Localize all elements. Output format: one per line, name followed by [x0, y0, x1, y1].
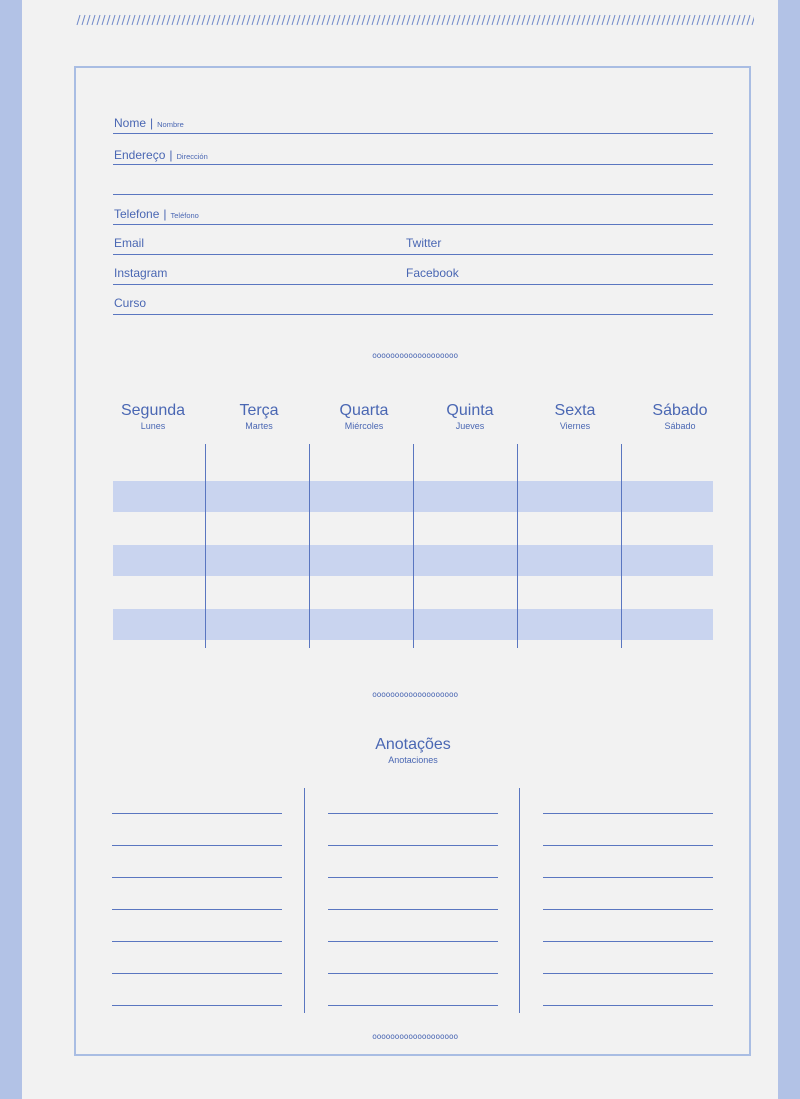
notes-column-divider: [304, 788, 305, 1013]
day-header-quinta: Quinta Jueves: [446, 402, 494, 431]
instagram-label: Instagram: [114, 266, 168, 280]
nome-label: Nome | Nombre: [114, 116, 184, 130]
note-line[interactable]: [112, 973, 282, 974]
day-header-sabado: Sábado Sábado: [652, 402, 708, 431]
dot-divider-top: ooooooooooooooooooo: [372, 351, 458, 360]
telefone-field-line[interactable]: [113, 224, 713, 225]
note-line[interactable]: [543, 1005, 713, 1006]
schedule-column-divider: [205, 444, 206, 648]
note-line[interactable]: [328, 813, 498, 814]
note-line[interactable]: [328, 1005, 498, 1006]
note-line[interactable]: [328, 941, 498, 942]
right-side-band: [778, 0, 800, 1099]
note-line[interactable]: [543, 813, 713, 814]
note-line[interactable]: [543, 877, 713, 878]
schedule-column-divider: [621, 444, 622, 648]
note-line[interactable]: [543, 973, 713, 974]
day-header-quarta: Quarta Miércoles: [339, 402, 389, 431]
note-line[interactable]: [543, 909, 713, 910]
note-line[interactable]: [112, 1005, 282, 1006]
curso-label: Curso: [114, 296, 147, 310]
facebook-label: Facebook: [406, 266, 459, 280]
day-header-terca: Terça Martes: [239, 402, 279, 431]
note-line[interactable]: [543, 941, 713, 942]
telefone-label: Telefone | Teléfono: [114, 207, 199, 221]
curso-field-line[interactable]: [113, 314, 713, 315]
notes-title: Anotações Anotaciones: [375, 736, 451, 765]
note-line[interactable]: [328, 909, 498, 910]
day-header-segunda: Segunda Lunes: [120, 402, 186, 431]
note-line[interactable]: [112, 909, 282, 910]
endereco-field-line-2[interactable]: [113, 194, 713, 195]
twitter-label: Twitter: [406, 236, 442, 250]
note-line[interactable]: [112, 877, 282, 878]
note-line[interactable]: [543, 845, 713, 846]
note-line[interactable]: [328, 973, 498, 974]
email-twitter-field-line[interactable]: [113, 254, 713, 255]
day-header-sexta: Sexta Viernes: [554, 402, 596, 431]
notes-column-divider: [519, 788, 520, 1013]
instagram-facebook-field-line[interactable]: [113, 284, 713, 285]
schedule-column-divider: [309, 444, 310, 648]
email-label: Email: [114, 236, 145, 250]
left-side-band: [0, 0, 22, 1099]
note-line[interactable]: [112, 941, 282, 942]
note-line[interactable]: [328, 877, 498, 878]
hatch-border: [76, 14, 754, 26]
endereco-field-line[interactable]: [113, 164, 713, 165]
note-line[interactable]: [328, 845, 498, 846]
schedule-column-divider: [517, 444, 518, 648]
note-line[interactable]: [112, 845, 282, 846]
endereco-label: Endereço | Dirección: [114, 148, 208, 162]
dot-divider-bottom: ooooooooooooooooooo: [372, 1032, 458, 1041]
dot-divider-middle: ooooooooooooooooooo: [372, 690, 458, 699]
schedule-column-divider: [413, 444, 414, 648]
nome-field-line[interactable]: [113, 133, 713, 134]
note-line[interactable]: [112, 813, 282, 814]
